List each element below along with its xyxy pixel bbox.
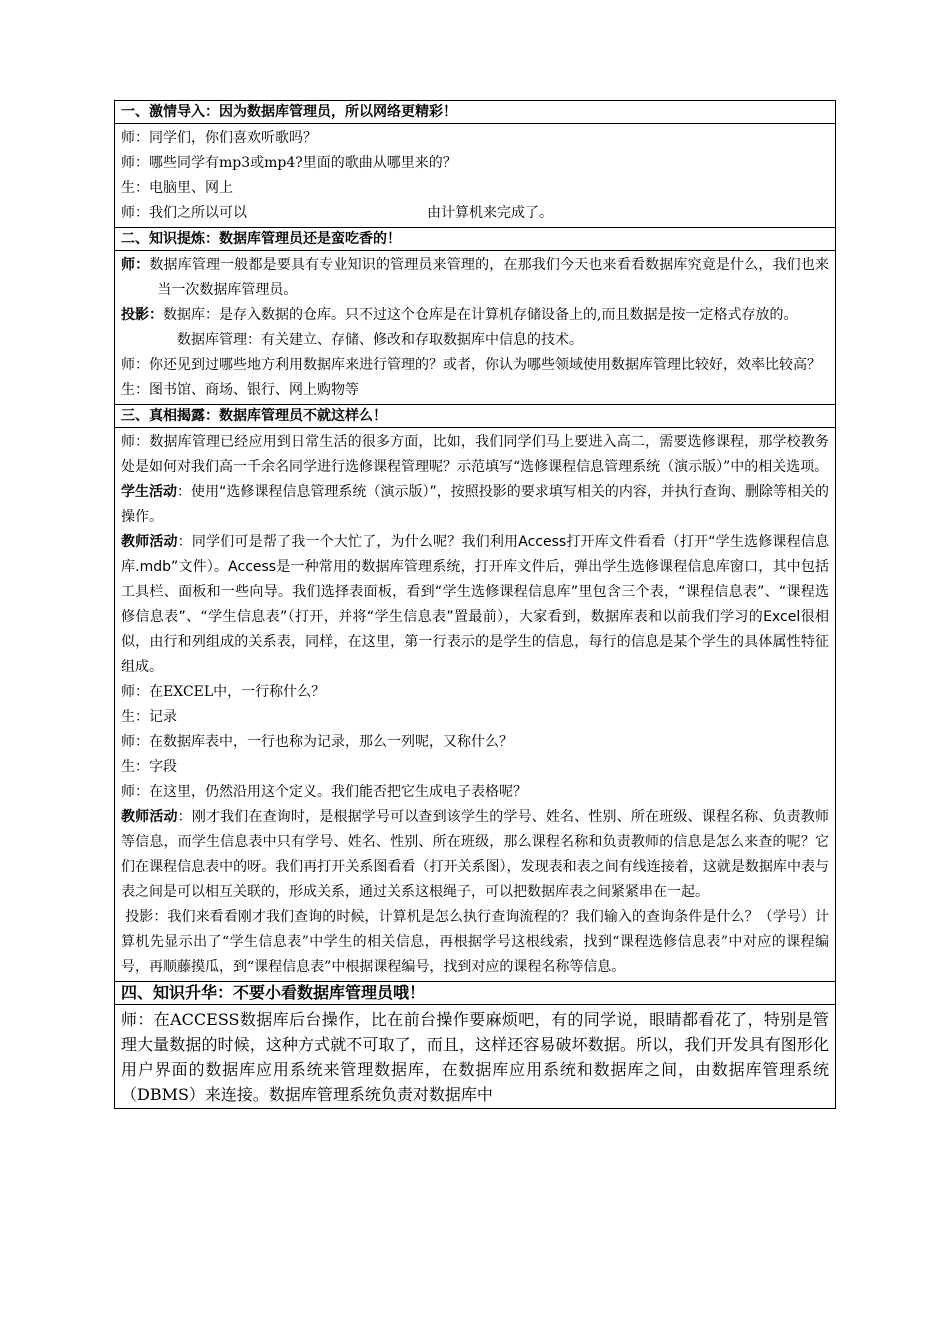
teacher-paragraph: 师：在ACCESS数据库后台操作，比在前台操作要麻烦吧，有的同学说，眼睛都看花了，特别是管理大量数据的时候，这种方式就不可取了，而且，这样还容易破坏数据。所以，我们开发具有图形化用户界面的数据库应用系统来管理数据库，在数据库应用系统和数据库之间，由数据库管理系统（DBMS）来连接。数据库管理系统负责对数据库中	[121, 1010, 829, 1104]
blank-line-before: 师：我们之所以可以	[121, 205, 247, 221]
section-1-body	[115, 124, 836, 228]
teacher-paragraph	[121, 253, 829, 303]
projection-paragraph: 投影：我们来看看刚才我们查询的时候，计算机是怎么执行查询流程的？我们输入的查询条件是什么？（学号）计算机先显示出了“学生信息表”中学生的相关信息，再根据学号这根线索，找到“课程选修信息表”中对应的课程编号，再顺藤摸瓜，到“课程信息表”中根据课程编号，找到对应的课程名称等信息。	[121, 909, 829, 975]
teacher-activity-text: ：同学们可是帮了我一个大忙了，为什么呢？我们利用Access打开库文件看看（打开“学生选修课程信息库.mdb”文件）。Access是一种常用的数据库管理系统，打开库文件后，弹出学生选修课程信息库窗口，其中包括工具栏、面板和一些向导。我们选择表面板，看到“学生选修课程信息库”里包含三个表，“课程信息表”、“课程选修信息表”、“学生信息表”（打开，并将“学生信息表”置最前），大家看到，数据库表和以前我们学习的Excel很相似，由行和列组成的关系表，同样，在这里，第一行表示的是学生的信息，每行的信息是某个学生的具体属性特征组成。	[121, 534, 829, 675]
teacher-activity-label: 教师活动	[121, 809, 178, 825]
projection-paragraph	[121, 303, 829, 328]
dialogue-line: 师：在这里，仍然沿用这个定义。我们能否把它生成电子表格呢？	[121, 784, 527, 800]
teacher-text: 数据库管理一般都是要具有专业知识的管理员来管理的，在那我们今天也来看看数据库究竟是什么，我们也来当一次数据库管理员。	[149, 257, 829, 298]
definition-line: 数据库管理：有关建立、存储、修改和存取数据库中信息的技术。	[177, 332, 583, 348]
section-4-heading: 四、知识升华：不要小看数据库管理员哦！	[115, 982, 836, 1005]
teacher-question: 师：你还见到过哪些地方利用数据库来进行管理的？或者，你认为哪些领域使用数据库管理比较好，效率比较高？	[121, 357, 821, 373]
dialogue-line: 生：记录	[121, 709, 177, 725]
section-3-heading-row	[115, 405, 836, 428]
section-1-heading: 一、激情导入：因为数据库管理员，所以网络更精彩！	[115, 101, 836, 124]
student-activity-label: 学生活动	[121, 484, 178, 500]
dialogue-line-with-blank	[121, 201, 829, 226]
lesson-plan-table	[114, 100, 836, 1109]
section-1-heading-row	[115, 101, 836, 124]
teacher-label: 师：	[121, 257, 150, 273]
section-2-heading: 二、知识提炼：数据库管理员还是蛮吃香的！	[115, 228, 836, 251]
teacher-paragraph: 师：数据库管理已经应用到日常生活的很多方面，比如，我们同学们马上要进入高二，需要选修课程，那学校教务处是如何对我们高一千余名同学进行选修课程管理呢？示范填写“选修课程信息管理系统（演示版）”中的相关选项。	[121, 434, 829, 475]
projection-text: 数据库：是存入数据的仓库。只不过这个仓库是在计算机存储设备上的,而且数据是按一定格式存放的。	[163, 307, 798, 323]
teacher-activity-text: ：刚才我们在查询时，是根据学号可以查到该学生的学号、姓名、性别、所在班级、课程名称、负责教师等信息，而学生信息表中只有学号、姓名、性别、所在班级，那么课程名称和负责教师的信息是怎么来查的呢？它们在课程信息表中的呀。我们再打开关系图看看（打开关系图），发现表和表之间有线连接着，这就是数据库中表与表之间是可以相互关联的，形成关系，通过关系这根绳子，可以把数据库表之间紧紧串在一起。	[121, 809, 830, 900]
projection-label: 投影：	[121, 307, 163, 323]
dialogue-line: 师：哪些同学有mp3或mp4?里面的歌曲从哪里来的？	[121, 155, 457, 171]
section-3-heading: 三、真相揭露：数据库管理员不就这样么！	[115, 405, 836, 428]
section-1-body-row	[115, 124, 836, 228]
teacher-activity-paragraph	[121, 530, 829, 680]
student-answer: 生：图书馆、商场、银行、网上购物等	[121, 382, 359, 398]
section-4-body-row	[115, 1005, 836, 1109]
teacher-activity-paragraph	[121, 805, 829, 905]
section-4-body	[115, 1005, 836, 1109]
section-2-body-row	[115, 251, 836, 405]
section-3-body	[115, 428, 836, 982]
dialogue-line: 师：在EXCEL中，一行称什么？	[121, 684, 326, 700]
dialogue-line: 生：字段	[121, 759, 177, 775]
teacher-activity-label: 教师活动	[121, 534, 178, 550]
student-activity-text: ：使用“选修课程信息管理系统（演示版）”，按照投影的要求填写相关的内容，并执行查询、删除等相关的操作。	[121, 484, 829, 525]
student-activity-paragraph	[121, 480, 829, 530]
section-2-heading-row	[115, 228, 836, 251]
dialogue-line: 师：同学们，你们喜欢听歌吗？	[121, 130, 317, 146]
section-3-body-row	[115, 428, 836, 982]
section-2-body	[115, 251, 836, 405]
dialogue-line: 师：在数据库表中，一行也称为记录，那么一列呢，又称什么？	[121, 734, 513, 750]
blank-line-after: 由计算机来完成了。	[427, 205, 553, 221]
section-4-heading-row	[115, 982, 836, 1005]
dialogue-line: 生：电脑里、网上	[121, 180, 233, 196]
